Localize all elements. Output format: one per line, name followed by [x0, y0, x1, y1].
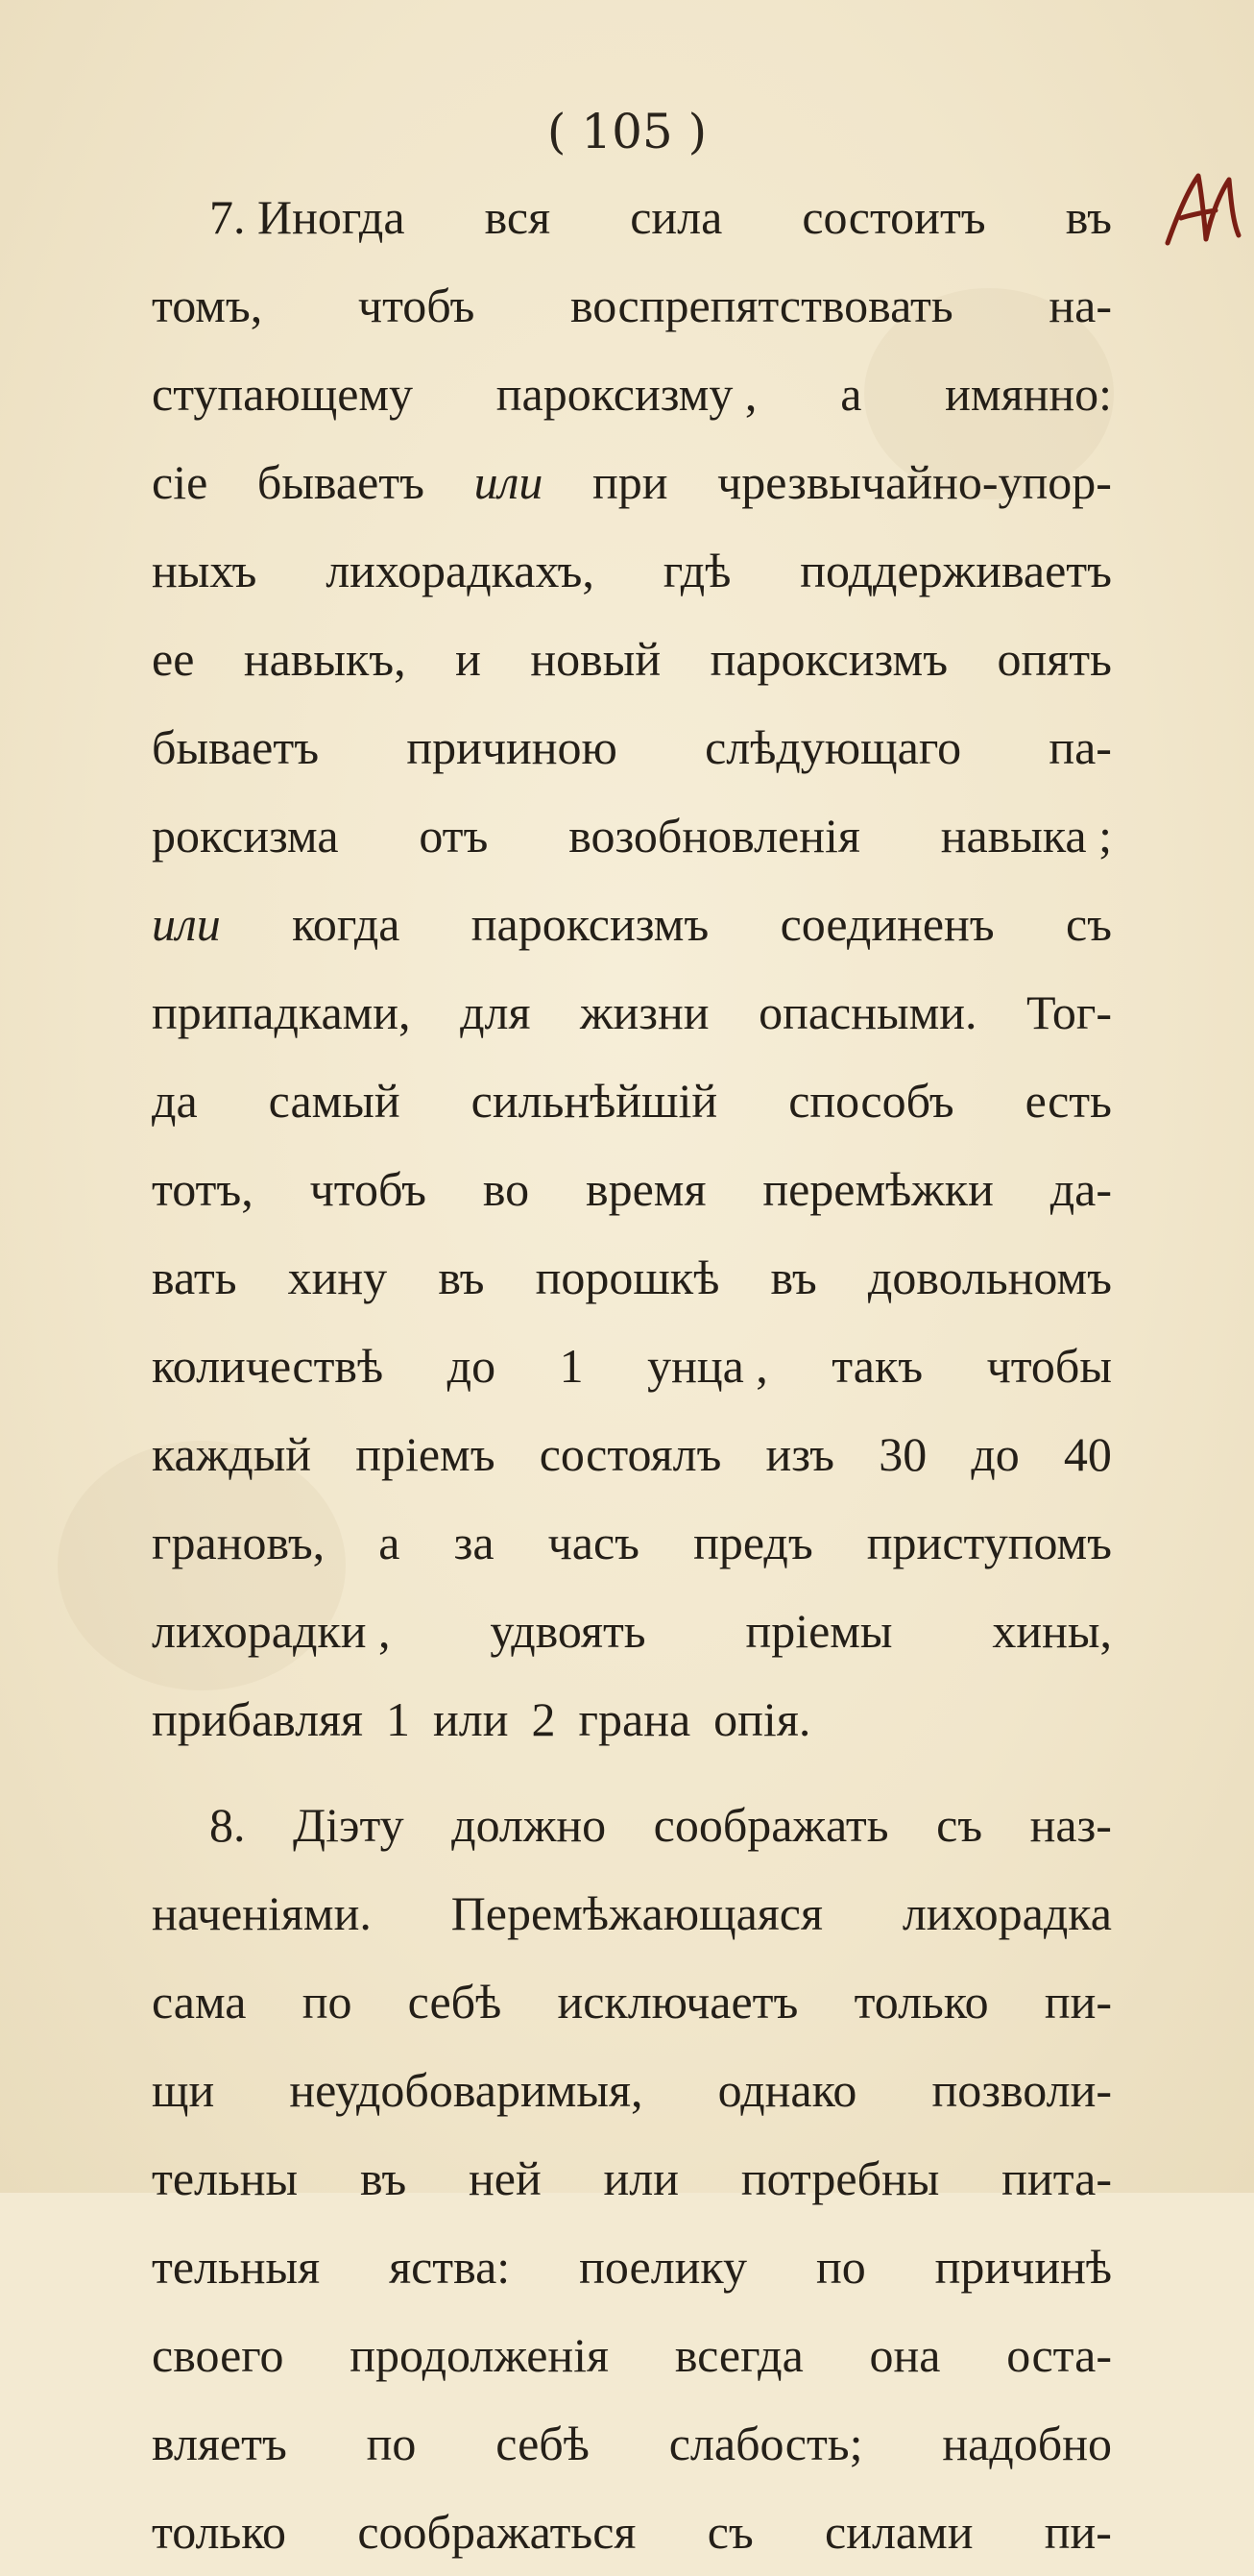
word: изъ [765, 1427, 835, 1481]
word: щи [152, 2063, 215, 2117]
word: имянно: [945, 367, 1112, 421]
word: на- [1049, 279, 1112, 332]
word: всегда [674, 2328, 804, 2382]
word: лихорадки , [152, 1604, 391, 1658]
text-line [152, 1410, 1112, 1498]
word: себѣ [495, 2417, 590, 2470]
word: причинѣ [934, 2240, 1112, 2294]
word: Перемѣжающаяся [450, 1886, 823, 1940]
text-line [152, 703, 1112, 791]
word: по [815, 2240, 866, 2294]
word: Діэту [292, 1798, 404, 1852]
word: соображаться [357, 2505, 637, 2559]
text-line [152, 2311, 1112, 2399]
page-number: ( 105 ) [546, 104, 708, 159]
word: неудобоваримыя, [289, 2063, 643, 2117]
word: количествѣ [152, 1339, 384, 1393]
text-line [152, 1675, 1112, 1763]
word: предъ [693, 1516, 813, 1569]
word: только [854, 1975, 989, 2029]
word: па- [1049, 720, 1112, 774]
word: должно [451, 1798, 607, 1852]
word: въ [1065, 190, 1112, 244]
word: способъ [788, 1074, 954, 1128]
word: сіе [152, 455, 208, 509]
word: ступающему [152, 367, 414, 421]
word: грана [578, 1692, 691, 1746]
word: до [971, 1427, 1020, 1481]
text-line [152, 2046, 1112, 2134]
word: хину [287, 1251, 388, 1304]
word: сила [630, 190, 723, 244]
word: а [378, 1516, 400, 1569]
word: удвоять [490, 1604, 646, 1658]
word: позволи- [931, 2063, 1112, 2117]
word: чтобъ [357, 279, 475, 332]
text-line [152, 615, 1112, 703]
text-line [152, 261, 1112, 350]
handwritten-margin-mark-icon [1160, 168, 1246, 255]
word: оста- [1006, 2328, 1112, 2382]
word: соединенъ [780, 897, 995, 951]
word: гдѣ [663, 544, 732, 597]
text-line [152, 438, 1112, 526]
word: пи- [1044, 1975, 1112, 2029]
word: 2 [531, 1692, 556, 1746]
word: вать [152, 1251, 237, 1304]
word: прибавляя [152, 1692, 364, 1746]
word: чрезвычайно-упор- [717, 455, 1112, 509]
text-line [152, 1322, 1112, 1410]
word: во [482, 1162, 530, 1216]
word: чтобъ [309, 1162, 426, 1216]
word: пароксизмъ [470, 897, 710, 951]
word: жизни [579, 985, 710, 1039]
word: бываетъ [256, 455, 424, 509]
text-line [152, 2223, 1112, 2311]
text-line [152, 1957, 1112, 2046]
word: есть [1025, 1074, 1112, 1128]
word: вся [484, 190, 551, 244]
word: лихорадка [902, 1886, 1112, 1940]
word: 40 [1063, 1427, 1112, 1481]
word: съ [1065, 897, 1112, 951]
word: состоялъ [539, 1427, 722, 1481]
word: тельныя [152, 2240, 321, 2294]
word: однако [717, 2063, 857, 2117]
word: время [586, 1162, 707, 1216]
word: каждый [152, 1427, 312, 1481]
text-line [152, 1781, 1112, 1869]
word: причиною [406, 720, 617, 774]
word: наченіями. [152, 1886, 372, 1940]
word: съ [936, 1798, 983, 1852]
text-line [152, 526, 1112, 615]
word: часъ [547, 1516, 640, 1569]
word: или [433, 1692, 509, 1746]
word: довольномъ [867, 1251, 1112, 1304]
word: въ [359, 2151, 407, 2205]
text-line [152, 2488, 1112, 2576]
word: силами [825, 2505, 974, 2559]
text-line [152, 1145, 1112, 1233]
word: продолженія [350, 2328, 610, 2382]
word: до [446, 1339, 496, 1393]
word: съ [707, 2505, 754, 2559]
word: ее [152, 632, 195, 686]
word: навыкъ, [243, 632, 406, 686]
word: возобновленія [568, 809, 860, 863]
word: наз- [1029, 1798, 1112, 1852]
word: когда [292, 897, 400, 951]
word: въ [438, 1251, 485, 1304]
word: соображать [653, 1798, 889, 1852]
word: поддерживаетъ [800, 544, 1112, 597]
word: сама [152, 1975, 247, 2029]
text-line [152, 791, 1112, 880]
italic-word: или [473, 455, 543, 509]
italic-word: или [152, 897, 221, 951]
text-line [152, 1057, 1112, 1145]
word: слѣдующаго [705, 720, 962, 774]
word: лихорадкахъ, [326, 544, 594, 597]
word: бываетъ [152, 720, 320, 774]
text-line [152, 350, 1112, 438]
word: своего [152, 2328, 284, 2382]
word: порошкѣ [535, 1251, 720, 1304]
word: по [301, 1975, 352, 2029]
word: да- [1049, 1162, 1112, 1216]
paragraph-8 [152, 1781, 1112, 2576]
word: въ [770, 1251, 817, 1304]
word: ныхъ [152, 544, 257, 597]
word: приступомъ [866, 1516, 1112, 1569]
text-line [152, 2134, 1112, 2223]
word: по [366, 2417, 417, 2470]
text-line [152, 1587, 1112, 1675]
word: поелику [579, 2240, 747, 2294]
word: исключаетъ [557, 1975, 799, 2029]
word: опять [997, 632, 1112, 686]
word: состоитъ [802, 190, 986, 244]
word: а [840, 367, 862, 421]
word: воспрепятствовать [570, 279, 953, 332]
text-line [152, 880, 1112, 968]
word: перемѣжки [762, 1162, 994, 1216]
word: вляетъ [152, 2417, 287, 2470]
text-line [152, 173, 1112, 261]
word: при [592, 455, 668, 509]
word: опія. [713, 1692, 811, 1746]
word: да [152, 1074, 198, 1128]
word: тотъ, [152, 1162, 253, 1216]
paragraph-7 [152, 173, 1112, 1763]
word: унца , [647, 1339, 768, 1393]
word: чтобы [986, 1339, 1112, 1393]
word: грановъ, [152, 1516, 326, 1569]
word: такъ [832, 1339, 924, 1393]
word: томъ, [152, 279, 263, 332]
word: или [603, 2151, 679, 2205]
word: ней [469, 2151, 542, 2205]
text-line [152, 1869, 1112, 1957]
word: роксизма [152, 809, 339, 863]
word: пароксизмъ [710, 632, 949, 686]
word: самый [268, 1074, 400, 1128]
word: 7. Иногда [209, 190, 405, 244]
word: только [152, 2505, 287, 2559]
text-line [152, 1233, 1112, 1322]
word: за [453, 1516, 494, 1569]
word: Тог- [1026, 985, 1112, 1039]
word: себѣ [407, 1975, 502, 2029]
word: тельны [152, 2151, 299, 2205]
word: надобно [942, 2417, 1112, 2470]
word: она [869, 2328, 941, 2382]
word: навыка ; [940, 809, 1112, 863]
word: 8. [209, 1798, 246, 1852]
body-text [152, 173, 1112, 2576]
word: 1 [559, 1339, 584, 1393]
word: пароксизму , [495, 367, 758, 421]
word: сильнѣйшій [470, 1074, 718, 1128]
word: яства: [389, 2240, 511, 2294]
word: отъ [419, 809, 489, 863]
word: слабость; [668, 2417, 863, 2470]
word: 30 [879, 1427, 928, 1481]
word: потребны [740, 2151, 940, 2205]
word: новый [530, 632, 662, 686]
text-line [152, 968, 1112, 1057]
word: пи- [1044, 2505, 1112, 2559]
word: хины, [992, 1604, 1112, 1658]
word: пріемы [745, 1604, 893, 1658]
text-line [152, 1498, 1112, 1587]
word: 1 [386, 1692, 411, 1746]
word: для [460, 985, 531, 1039]
word: опасными. [759, 985, 977, 1039]
text-line [152, 2399, 1112, 2488]
word: пита- [1001, 2151, 1112, 2205]
word: и [455, 632, 481, 686]
word: пріемъ [355, 1427, 495, 1481]
word: припадками, [152, 985, 411, 1039]
